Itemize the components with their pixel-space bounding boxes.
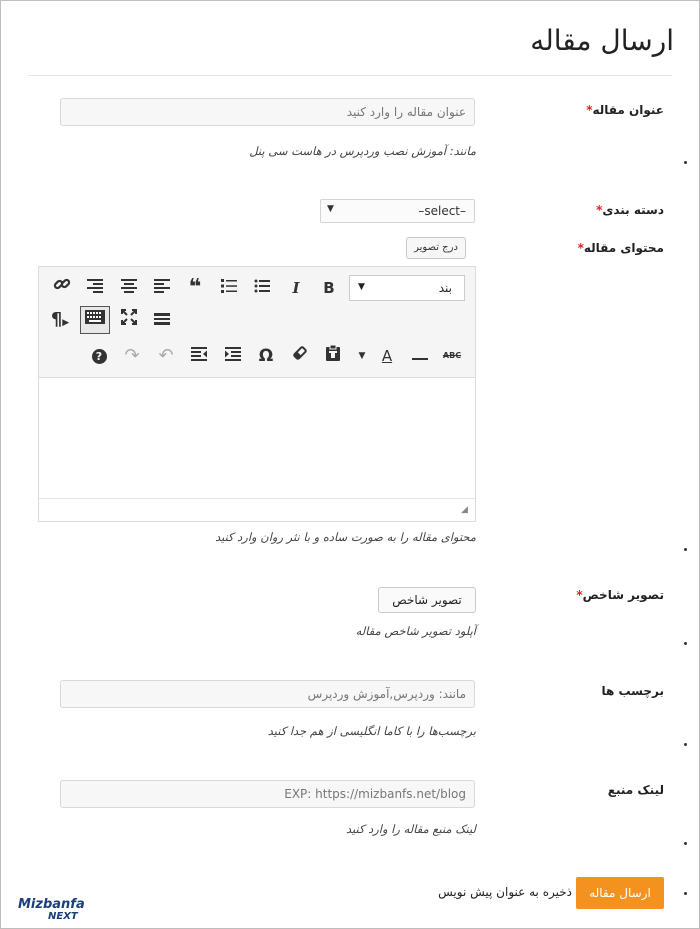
strikethrough-icon[interactable]: ABC: [442, 351, 462, 360]
editor-toolbar: [39, 267, 475, 378]
align-left-icon[interactable]: [149, 275, 175, 301]
tags-hint: برچسب‌ها را با کاما انگلیسی از هم جدا کنید: [267, 724, 476, 738]
source-link-hint: لینک منبع مقاله را وارد کنید: [345, 822, 476, 836]
paste-text-icon[interactable]: [320, 343, 346, 369]
source-link-label: لینک منبع: [607, 783, 664, 797]
save-draft-link[interactable]: ذخیره به عنوان پیش نویس: [438, 885, 572, 899]
title-divider: [28, 75, 672, 76]
editor-statusbar: [39, 498, 475, 521]
link-icon[interactable]: [49, 275, 75, 301]
title-label: عنوان مقاله*: [586, 103, 664, 117]
tags-input[interactable]: مانند: وردپرس,آموزش وردپرس: [60, 680, 475, 708]
text-color-icon[interactable]: A: [381, 347, 393, 365]
redo-icon[interactable]: ↷: [124, 345, 140, 366]
indent-icon[interactable]: [220, 343, 246, 369]
italic-icon[interactable]: I: [292, 279, 300, 297]
dropdown-arrow-icon: ▼: [358, 282, 365, 292]
rtl-paragraph-icon[interactable]: ¶▶: [50, 309, 70, 330]
content-label: محتوای مقاله*: [577, 241, 664, 255]
bold-icon[interactable]: B: [323, 279, 335, 297]
keyboard-icon[interactable]: [80, 306, 110, 334]
source-link-input[interactable]: EXP: https://mizbanfs.net/blog: [60, 780, 475, 808]
list-bullet: [684, 548, 687, 551]
featured-image-label: تصویر شاخص*: [576, 588, 664, 602]
outdent-icon[interactable]: [186, 343, 212, 369]
page-title: ارسال مقاله: [530, 24, 674, 57]
required-mark: *: [577, 241, 584, 255]
list-bullet: [684, 642, 687, 645]
title-hint: مانند: آموزش نصب وردپرس در هاست سی پنل: [249, 144, 476, 158]
category-select[interactable]: [320, 199, 475, 223]
bullet-list-icon[interactable]: [249, 275, 275, 301]
resize-handle-icon[interactable]: ◢: [461, 505, 468, 515]
list-bullet: [684, 842, 687, 845]
blockquote-icon[interactable]: ❝: [188, 275, 202, 300]
list-bullet: [684, 892, 687, 895]
color-dropdown-icon[interactable]: ▼: [358, 351, 366, 361]
mizbanfa-logo: Mizbanfa NEXT: [18, 897, 85, 922]
align-center-icon[interactable]: [116, 275, 142, 301]
title-input[interactable]: عنوان مقاله را وارد کنید: [60, 98, 475, 126]
clear-formatting-icon[interactable]: [287, 343, 313, 369]
align-right-icon[interactable]: [82, 275, 108, 301]
list-bullet: [684, 743, 687, 746]
help-icon[interactable]: ?: [86, 343, 112, 369]
required-mark: *: [576, 588, 583, 602]
undo-icon[interactable]: ↶: [158, 345, 174, 366]
submit-button[interactable]: ارسال مقاله: [576, 877, 664, 909]
format-select[interactable]: [349, 275, 465, 301]
special-character-icon[interactable]: Ω: [258, 346, 274, 366]
category-label: دسته بندی*: [596, 203, 664, 217]
numbered-list-icon[interactable]: [216, 275, 242, 301]
required-mark: *: [586, 103, 593, 117]
format-selected: بند: [438, 281, 452, 295]
insert-image-button[interactable]: درج تصویر: [406, 237, 466, 259]
content-hint: محتوای مقاله را به صورت ساده و با نثر روان وارد کنید: [215, 530, 476, 544]
required-mark: *: [596, 203, 603, 217]
horizontal-line-icon[interactable]: [407, 343, 433, 369]
category-selected: –select–: [418, 204, 466, 218]
tags-label: برچسب ها: [601, 684, 664, 698]
content-editor[interactable]: [38, 266, 476, 522]
toolbar-toggle-icon[interactable]: [149, 307, 175, 333]
featured-image-hint: آپلود تصویر شاخص مقاله: [355, 624, 476, 638]
fullscreen-icon[interactable]: [116, 307, 142, 333]
dropdown-arrow-icon: ▼: [327, 204, 334, 214]
featured-image-button[interactable]: تصویر شاخص: [378, 587, 476, 613]
list-bullet: [684, 161, 687, 164]
